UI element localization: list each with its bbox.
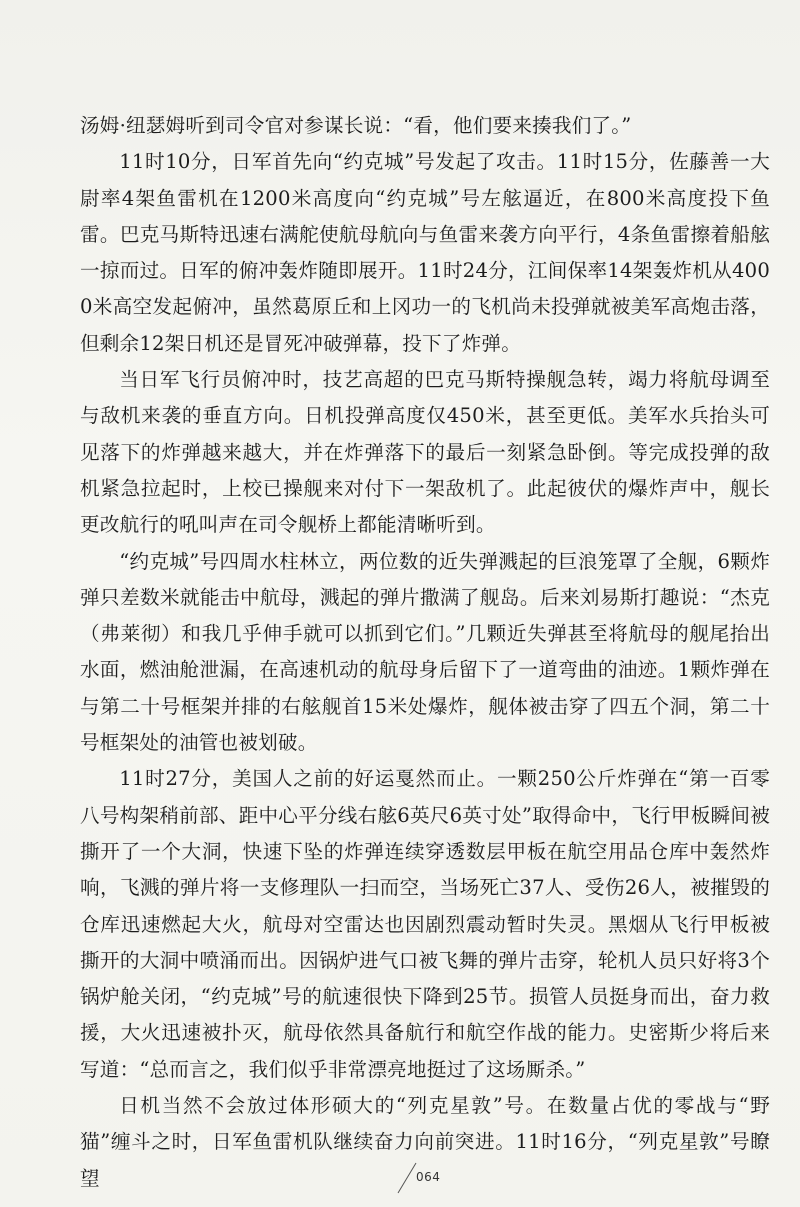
slash-divider-icon xyxy=(396,1162,418,1194)
body-text xyxy=(80,108,770,1197)
page-footer xyxy=(396,1158,456,1198)
paragraph-6: 日机当然不会放过体形硕大的“列克星敦”号。在数量占优的零战与“野猫”缠斗之时，日军鱼雷机队继续奋力向前突进。11时16分，“列克星敦”号瞭望 xyxy=(80,1094,770,1190)
paragraph-5: 11时27分，美国人之前的好运戛然而止。一颗250公斤炸弹在“第一百零八号构架稍前部、距中心平分线右舷6英尺6英寸处”取得命中，飞行甲板瞬间被撕开了一个大洞，快速下坠的炸弹连续穿透数层甲板在航空用品仓库中轰然炸响，飞溅的弹片将一支修理队一扫而空，当场死亡37人、受伤26人，被摧毁的仓库迅速燃起大火，航母对空雷达也因剧烈震动暂时失灵。黑烟从飞行甲板被撕开的大洞中喷涌而出。因锅炉进气口被飞舞的弹片击穿，轮机人员只好将3个锅炉舱关闭，“约克城”号的航速很快下降到25节。损管人员挺身而出，奋力救援，大火迅速被扑灭，航母依然具备航行和航空作战的能力。史密斯少将后来写道：“总而言之，我们似乎非常漂亮地挺过了这场厮杀。” xyxy=(80,767,770,1081)
paragraph-3: 当日军飞行员俯冲时，技艺高超的巴克马斯特操舰急转，竭力将航母调至与敌机来袭的垂直方向。日机投弹高度仅450米，甚至更低。美军水兵抬头可见落下的炸弹越来越大，并在炸弹落下的最后一刻紧急卧倒。等完成投弹的敌机紧急拉起时，上校已操舰来对付下一架敌机了。此起彼伏的爆炸声中，舰长更改航行的吼叫声在司令舰桥上都能清晰听到。 xyxy=(80,368,770,537)
paragraph-2: 11时10分，日军首先向“约克城”号发起了攻击。11时15分，佐藤善一大尉率4架鱼雷机在1200米高度向“约克城”号左舷逼近，在800米高度投下鱼雷。巴克马斯特迅速右满舵使航母航向与鱼雷来袭方向平行，4条鱼雷擦着船舷一掠而过。日军的俯冲轰炸随即展开。11时24分，江间保率14架轰炸机从4000米高空发起俯冲，虽然葛原丘和上冈功一的飞机尚未投弹就被美军高炮击落，但剩余12架日机还是冒死冲破弹幕，投下了炸弹。 xyxy=(80,150,770,355)
page-number: 064 xyxy=(416,1170,441,1184)
paragraph-4: “约克城”号四周水柱林立，两位数的近失弹溅起的巨浪笼罩了全舰，6颗炸弹只差数米就能击中航母，溅起的弹片撒满了舰岛。后来刘易斯打趣说：“杰克（弗莱彻）和我几乎伸手就可以抓到它们。”几颗近失弹甚至将航母的舰尾抬出水面，燃油舱泄漏，在高速机动的航母身后留下了一道弯曲的油迹。1颗炸弹在与第二十号框架并排的右舷舰首15米处爆炸，舰体被击穿了四五个洞，第二十号框架处的油管也被划破。 xyxy=(80,549,770,755)
paragraph-1: 汤姆·纽瑟姆听到司令官对参谋长说：“看，他们要来揍我们了。” xyxy=(80,114,632,137)
